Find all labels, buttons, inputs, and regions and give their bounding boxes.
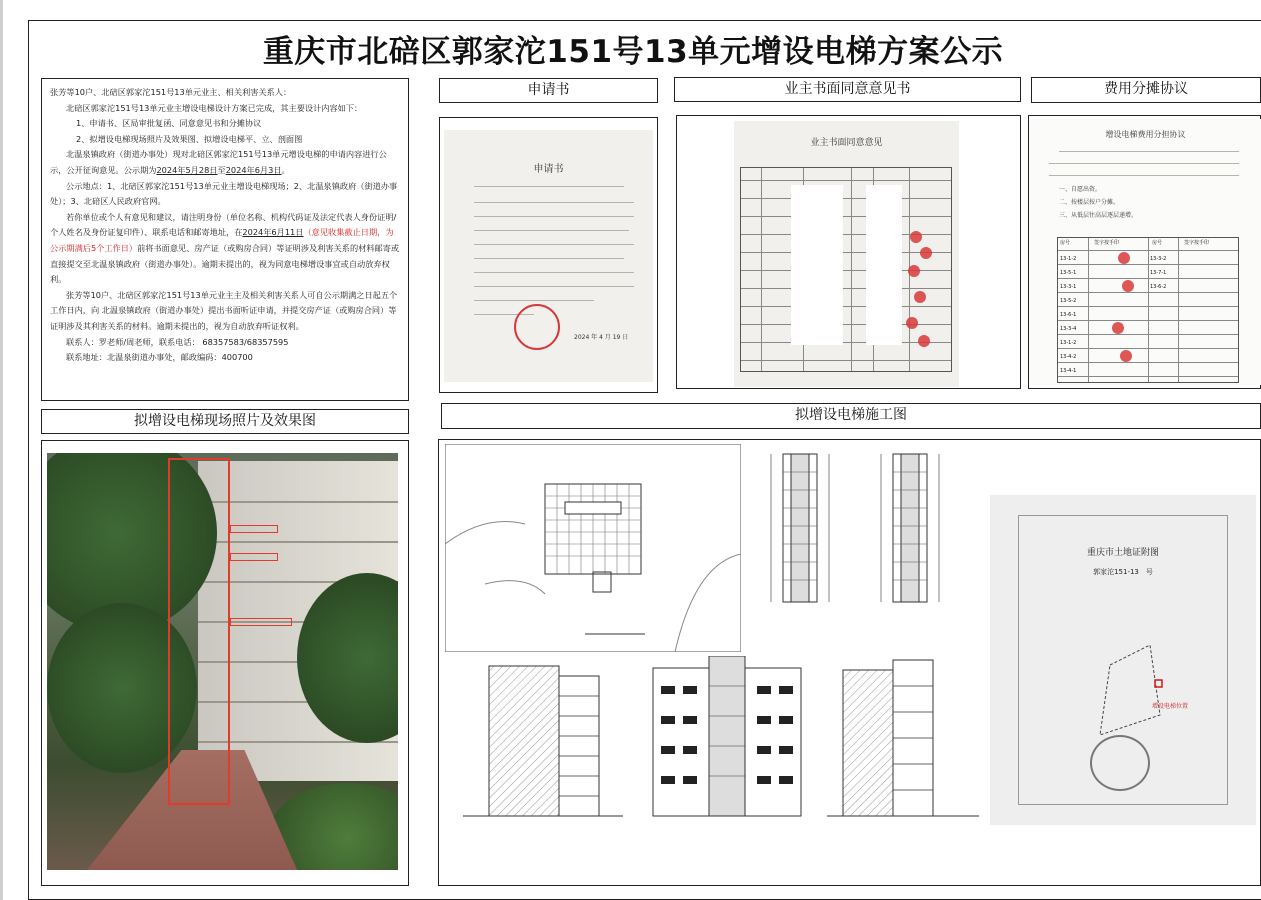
application-scan-title: 申请书 xyxy=(533,164,564,175)
objection-deadline: 2024年6月11日 xyxy=(242,227,304,238)
cost-room-list-left: 13-1-2 13-5-1 13-3-1 13-5-2 13-6-1 13-3-4 13-1-2 13-4-2 13-4-1 xyxy=(1060,256,1077,374)
drawings-panel xyxy=(438,439,1261,886)
photos-label: 拟增设电梯现场照片及效果图 xyxy=(41,409,409,434)
application-label: 申请书 xyxy=(439,78,658,103)
site-plan-drawing xyxy=(445,444,741,652)
application-date: 2024 年 4 月 19 日 xyxy=(574,334,629,341)
objection-text-a: 若你单位或个人有意见和建议，请注明身份（单位名称、机构代码证及法定代表人身份证明/个人姓名及身份证复印件）、联系电话和邮寄地址，在 xyxy=(50,211,397,238)
photo-panel xyxy=(41,440,409,886)
cost-room-list-right: 13-3-2 13-7-1 13-6-2 xyxy=(1150,256,1167,290)
side-elevation-drawing xyxy=(453,656,633,866)
redacted-id-column xyxy=(791,185,843,345)
site-photo xyxy=(47,453,398,870)
consent-scan-title: 业主书面同意意见 xyxy=(810,138,883,148)
period-start-date: 2024年5月28日 xyxy=(156,164,218,175)
notice-item-1: 1、申请书、区局审批复函、同意意见书和分摊协议 xyxy=(76,118,262,129)
period-text-b: 至 xyxy=(217,164,226,175)
cost-table: 房号 签字按手印 房号 签字按手印 13-1-2 13-5-1 13-3-1 13-5-2 13-6-1 13-3-4 13-1-2 13-4-2 13-4-1 13-3-2 13-7-1 13-6-2 xyxy=(1057,237,1239,383)
land-certificate-scan xyxy=(990,495,1256,825)
objection-deadline-note: （意见收集截止日期，为公示期满后5个工作日） xyxy=(50,227,394,253)
page-left-rule xyxy=(0,0,3,900)
redacted-phone-column xyxy=(866,185,902,345)
objection-text-b: 前将书面意见、房产证（或购房合同）等证明涉及利害关系的材料邮寄或直接提交至北温泉镇政府（街道办事处）。逾期未提出的，视为同意电梯增设事宜或自动放弃权利。 xyxy=(50,242,400,285)
drawings-label: 拟增设电梯施工图 xyxy=(441,403,1261,429)
land-scan-subtitle: 郭家沱151-13 号 xyxy=(1093,568,1153,576)
period-text-a: 北温泉镇政府（街道办事处）现对北碚区郭家沱151号13单元增设电梯的申请内容进行公示，公开征询意见。公示期为 xyxy=(50,149,387,175)
cost-scan-title: 增设电梯费用分担协议 xyxy=(1105,130,1186,139)
elevation-section-2-drawing xyxy=(875,444,945,614)
notice-address: 联系地址：北温泉街道办事处，邮政编码：400700 xyxy=(66,352,253,363)
consent-scan xyxy=(734,121,959,387)
notice-intro: 北碚区郭家沱151号13单元业主增设电梯设计方案已完成，其主要设计内容如下： xyxy=(66,102,363,113)
cost-agreement-label: 费用分摊协议 xyxy=(1031,77,1261,103)
land-seal-icon xyxy=(1090,735,1150,791)
application-panel xyxy=(439,117,658,393)
cost-panel xyxy=(1028,115,1261,389)
notice-greeting: 张芳等10户、北碚区郭家沱151号13单元业主、相关利害关系人： xyxy=(50,87,292,97)
notice-contact: 联系人：罗老师/周老师，联系电话： 68357583/68357595 xyxy=(66,336,289,347)
notice-period-paragraph xyxy=(50,147,400,178)
notice-objection-paragraph xyxy=(50,210,400,288)
cost-scan-items: 一、自愿出资。 二、按楼层按户分摊。 三、从低层往高层逐层递增。 xyxy=(1059,186,1138,219)
land-parcel-outline xyxy=(1080,625,1190,735)
period-text-c: 。 xyxy=(281,164,290,175)
cost-scan xyxy=(1029,119,1261,385)
consent-label: 业主书面同意意见书 xyxy=(674,77,1021,102)
period-end-date: 2024年6月3日 xyxy=(225,164,282,175)
land-scan-title: 重庆市土地证附图 xyxy=(1086,548,1159,558)
consent-panel xyxy=(676,115,1021,389)
front-elevation-drawing xyxy=(647,656,807,856)
notice-place: 公示地点：1、北碚区郭家沱151号13单元业主增设电梯现场；2、北温泉镇政府（街道办事处）；3、北碚区人民政府官网。 xyxy=(50,180,398,207)
elevator-position-label: 增设电梯位置 xyxy=(1152,703,1189,710)
elevation-section-1-drawing xyxy=(765,444,835,614)
notice-item-2: 2、拟增设电梯现场照片及效果图、拟增设电梯平、立、剖面图 xyxy=(76,133,303,144)
notice-panel xyxy=(41,78,409,401)
elevator-outline-marker xyxy=(168,458,230,805)
page-title: 重庆市北碚区郭家沱151号13单元增设电梯方案公示 xyxy=(262,34,1004,70)
rear-elevation-drawing xyxy=(823,656,983,856)
application-scan xyxy=(444,130,653,382)
notice-hearing-paragraph: 张芳等10户、北碚区郭家沱151号13单元业主主及相关利害关系人可自公示期满之日起五个工作日内，向 北温泉镇政府（街道办事处）提出书面听证申请，并提交房产证（或购房合同）等证明涉及其利害关系的材料。逾期未提出的，视为自动放弃听证权利。 xyxy=(50,289,398,331)
official-seal-icon xyxy=(514,304,560,350)
